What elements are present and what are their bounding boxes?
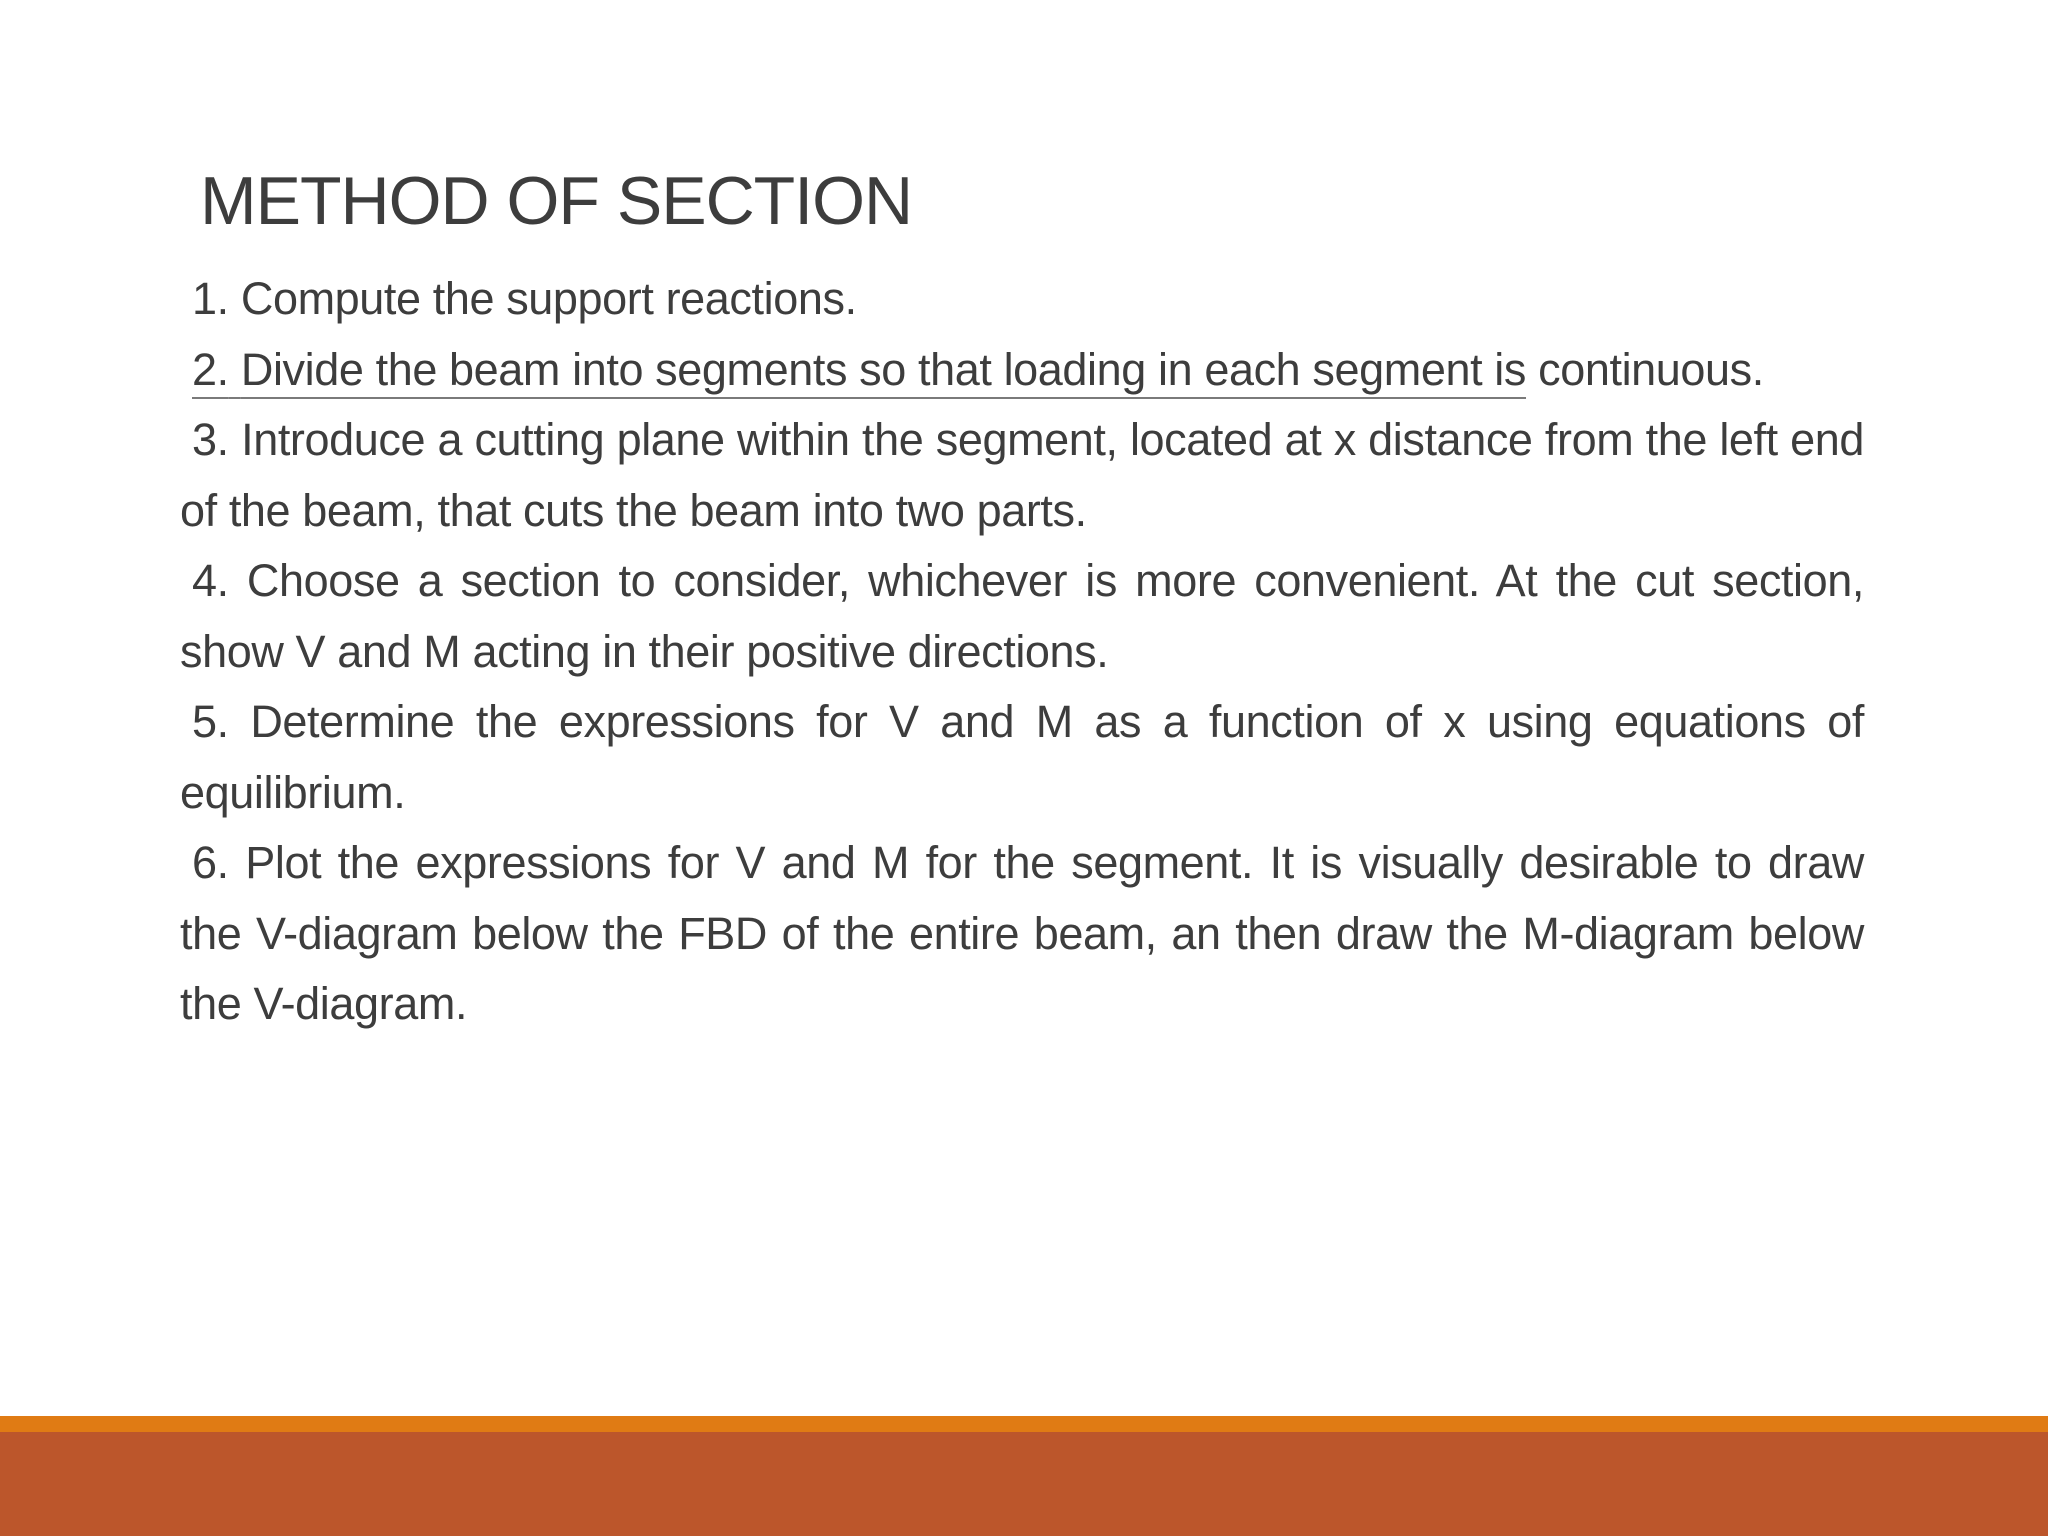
step-3 — [180, 405, 1864, 546]
step-text-underlined: Divide the beam into segments so that loading in each segment is — [240, 343, 1527, 395]
slide-title: METHOD OF SECTION — [200, 163, 913, 239]
step-text: Compute the support reactions. — [240, 273, 857, 324]
step-text: Plot the expressions for V and M for the segment. It is visually desirable to draw the V-diagram below the FBD of the entire beam, an then draw the M-diagram below the V-diagram. — [180, 837, 1864, 1029]
step-text: Choose a section to consider, whichever is more convenient. At the cut section, show V and M acting in their positive directions. — [180, 555, 1864, 677]
step-number: 1. — [192, 273, 229, 324]
step-text: continuous. — [1538, 343, 1764, 395]
step-number: 2. — [192, 343, 229, 395]
footer-bar — [0, 1432, 2048, 1536]
step-1 — [180, 264, 1864, 335]
step-5 — [180, 687, 1864, 828]
step-number: 5. — [192, 696, 229, 747]
step-number: 3. — [192, 414, 229, 465]
step-2 — [180, 335, 1864, 406]
steps-list — [180, 264, 1864, 1040]
step-number: 4. — [192, 555, 229, 606]
step-6 — [180, 828, 1864, 1040]
step-4 — [180, 546, 1864, 687]
step-text: Determine the expressions for V and M as a function of x using equations of equilibrium. — [180, 696, 1864, 818]
step-number: 6. — [192, 837, 229, 888]
footer-accent-bar — [0, 1416, 2048, 1432]
step-text: Introduce a cutting plane within the segment, located at x distance from the left end of the beam, that cuts the beam into two parts. — [180, 414, 1864, 536]
